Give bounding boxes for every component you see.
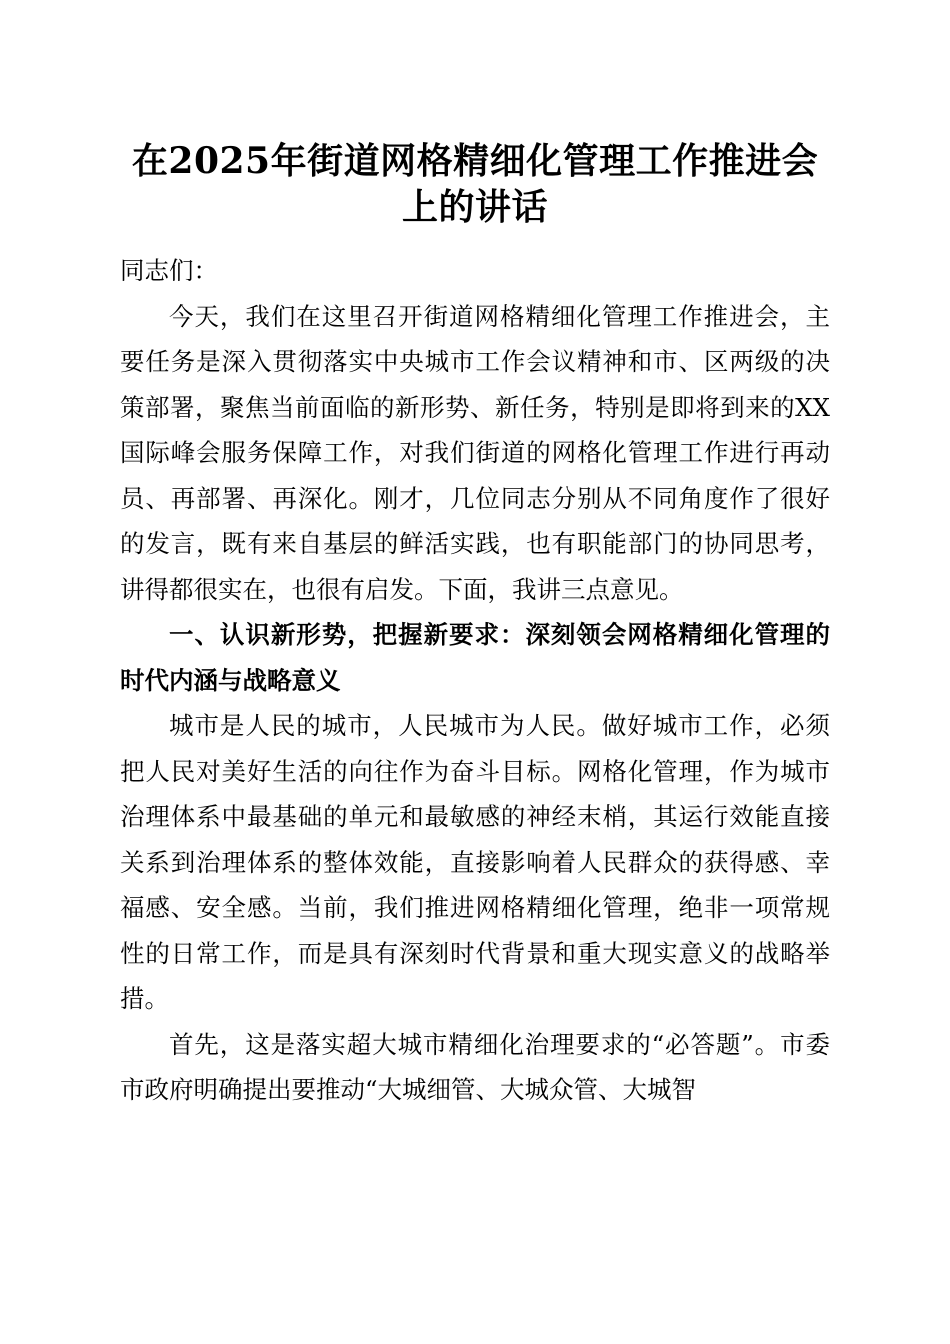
paragraph: 今天，我们在这里召开街道网格精细化管理工作推进会，主要任务是深入贯彻落实中央城市工作会议精神和市、区两级的决策部署，聚焦当前面临的新形势、新任务，特别是即将到来的XX国际峰会服务保障工作，对我们街道的网格化管理工作进行再动员、再部署、再深化。刚才，几位同志分别从不同角度作了很好的发言，既有来自基层的鲜活实践，也有职能部门的协同思考，讲得都很实在，也很有启发。下面，我讲三点意见。 [120,301,830,604]
section-heading: 一、认识新形势，把握新要求：深刻领会网格精细化管理的时代内涵与战略意义 [120,620,830,695]
document-body [120,248,830,1113]
paragraph: 首先，这是落实超大城市精细化治理要求的“必答题”。市委市政府明确提出要推动“大城细管、大城众管、大城智 [120,1029,830,1104]
paragraph: 城市是人民的城市，人民城市为人民。做好城市工作，必须把人民对美好生活的向往作为奋斗目标。网格化管理，作为城市治理体系中最基础的单元和最敏感的神经末梢，其运行效能直接关系到治理体系的整体效能，直接影响着人民群众的获得感、幸福感、安全感。当前，我们推进网格精细化管理，绝非一项常规性的日常工作，而是具有深刻时代背景和重大现实意义的战略举措。 [120,711,830,1013]
salutation: 同志们： [120,256,218,285]
document-title: 在2025年街道网格精细化管理工作推进会上的讲话 [131,140,819,228]
